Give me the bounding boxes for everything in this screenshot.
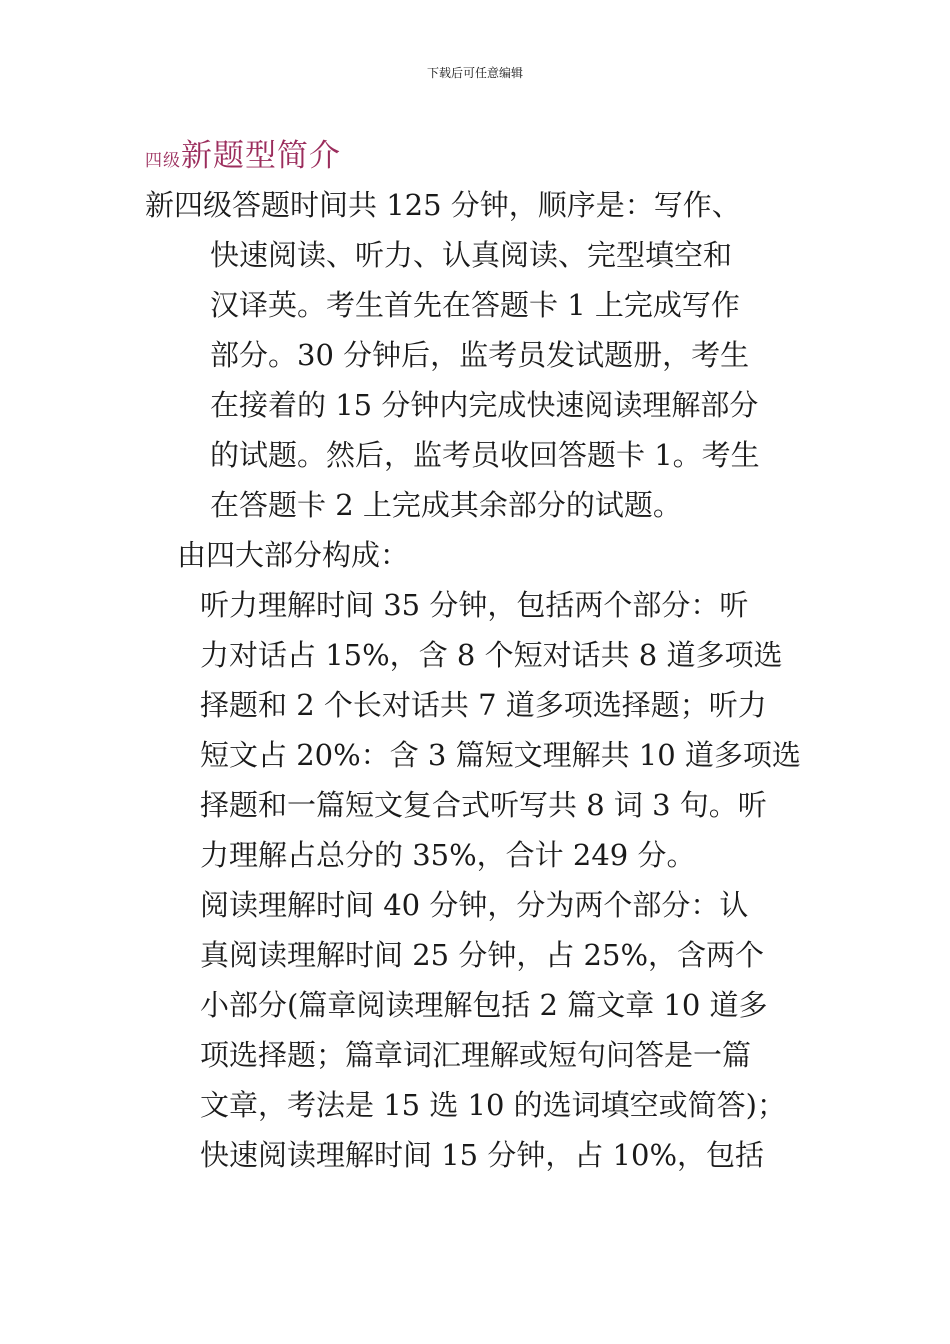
- listening-line: 短文占 20%：含 3 篇短文理解共 10 道多项选: [200, 738, 801, 772]
- reading-line: 小部分(篇章阅读理解包括 2 篇文章 10 道多: [200, 988, 768, 1022]
- page-header-note: 下载后可任意编辑: [426, 66, 523, 80]
- intro-line: 的试题。然后，监考员收回答题卡 1。考生: [210, 438, 760, 472]
- intro-line: 部分。30 分钟后，监考员发试题册，考生: [210, 338, 750, 372]
- reading-line: 项选择题；篇章词汇理解或短句问答是一篇: [200, 1038, 752, 1072]
- listening-line: 力对话占 15%，含 8 个短对话共 8 道多项选: [200, 638, 783, 672]
- intro-line: 快速阅读、听力、认真阅读、完型填空和: [210, 238, 733, 272]
- intro-line: 新四级答题时间共 125 分钟，顺序是：写作、: [145, 188, 741, 222]
- reading-line: 快速阅读理解时间 15 分钟，占 10%，包括: [200, 1138, 765, 1172]
- listening-line: 择题和一篇短文复合式听写共 8 词 3 句。听: [200, 788, 767, 822]
- listening-line: 听力理解时间 35 分钟，包括两个部分：听: [200, 588, 749, 622]
- title-main: 新题型简介: [181, 138, 341, 174]
- reading-line: 文章，考法是 15 选 10 的选词填空或简答)；: [200, 1088, 786, 1122]
- intro-line: 汉译英。考生首先在答题卡 1 上完成写作: [210, 288, 740, 322]
- reading-line: 真阅读理解时间 25 分钟，占 25%，含两个: [200, 938, 765, 972]
- intro-line: 在接着的 15 分钟内完成快速阅读理解部分: [210, 388, 759, 422]
- intro-line: 在答题卡 2 上完成其余部分的试题。: [210, 488, 682, 522]
- listening-line: 择题和 2 个长对话共 7 道多项选择题；听力: [200, 688, 767, 722]
- listening-line: 力理解占总分的 35%，合计 249 分。: [200, 838, 696, 872]
- composition-heading: 由四大部分构成：: [177, 538, 410, 572]
- title-prefix: 四级: [145, 151, 181, 171]
- document-title: [145, 130, 341, 175]
- document-body: [0, 180, 950, 1180]
- reading-line: 阅读理解时间 40 分钟，分为两个部分：认: [200, 888, 749, 922]
